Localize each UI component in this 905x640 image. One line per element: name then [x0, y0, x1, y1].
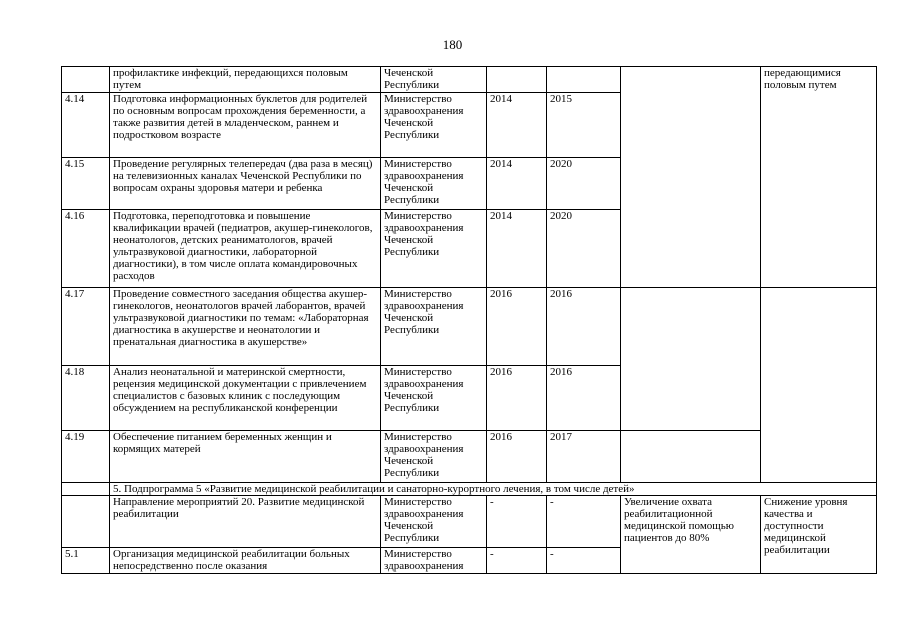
executor: Министерство здравоохранения Чеченской Республики: [381, 93, 487, 158]
indicator-cell: Увеличение охвата реабилитационной медицинской помощью пациентов до 80%: [621, 496, 761, 574]
start-year: 2016: [487, 366, 547, 431]
result-cell: передающимися половым путем: [761, 67, 877, 288]
executor: Министерство здравоохранения Чеченской Республики: [381, 158, 487, 210]
end-year: -: [547, 496, 621, 548]
row-number: 4.15: [62, 158, 110, 210]
end-year: 2017: [547, 431, 621, 483]
direction-name: Направление мероприятий 20. Развитие медицинской реабилитации: [110, 496, 381, 548]
section-row: [62, 483, 877, 496]
table-row: [62, 288, 877, 366]
start-year: [487, 67, 547, 93]
indicator-cell: [621, 288, 761, 431]
start-year: -: [487, 496, 547, 548]
row-number: 4.18: [62, 366, 110, 431]
end-year: -: [547, 548, 621, 574]
row-number: [62, 67, 110, 93]
result-cell: Снижение уровня качества и доступности медицинской реабилитации: [761, 496, 877, 574]
row-number: 5.1: [62, 548, 110, 574]
executor: Министерство здравоохранения Чеченской Республики: [381, 288, 487, 366]
start-year: 2016: [487, 288, 547, 366]
row-number: 4.17: [62, 288, 110, 366]
executor: Министерство здравоохранения Чеченской Республики: [381, 431, 487, 483]
end-year: 2016: [547, 288, 621, 366]
page-number: 180: [442, 37, 463, 52]
table-row: [62, 67, 877, 93]
start-year: 2014: [487, 93, 547, 158]
row-number: [62, 496, 110, 548]
activity-name: Проведение совместного заседания общества акушер-гинекологов, неонатологов врачей лаборантов, врачей ультразвуковой диагностики по темам: «Лабораторная диагностика в акушерстве и неонатологии и пренатальная диагностика в акушерстве»: [110, 288, 381, 366]
row-number: [62, 483, 110, 496]
start-year: 2014: [487, 158, 547, 210]
end-year: 2020: [547, 210, 621, 288]
end-year: [547, 67, 621, 93]
result-cell: [761, 288, 877, 483]
activity-name: Анализ неонатальной и материнской смертности, рецензия медицинской документации с привлечением специалистов с базовых клиник с последующим обсуждением на республиканской конференции: [110, 366, 381, 431]
row-number: 4.19: [62, 431, 110, 483]
indicator-cell: [621, 67, 761, 288]
row-number: 4.14: [62, 93, 110, 158]
start-year: -: [487, 548, 547, 574]
end-year: 2020: [547, 158, 621, 210]
activity-name: Организация медицинской реабилитации больных непосредственно после оказания: [110, 548, 381, 574]
section-title: 5. Подпрограмма 5 «Развитие медицинской реабилитации и санаторно-курортного лечения, в том числе детей»: [110, 483, 877, 496]
activity-name: Подготовка, переподготовка и повышение квалификации врачей (педиатров, акушер-гинекологов, неонатологов, детских реаниматологов, врачей ультразвуковой диагностики, лабораторной диагностики), в том числе оплата командировочных расходов: [110, 210, 381, 288]
executor: Чеченской Республики: [381, 67, 487, 93]
table-row: [62, 496, 877, 548]
row-number: 4.16: [62, 210, 110, 288]
start-year: 2016: [487, 431, 547, 483]
end-year: 2016: [547, 366, 621, 431]
activity-name: профилактике инфекций, передающихся половым путем: [110, 67, 381, 93]
activity-name: Обеспечение питанием беременных женщин и кормящих матерей: [110, 431, 381, 483]
executor: Министерство здравоохранения Чеченской Республики: [381, 210, 487, 288]
activity-name: Подготовка информационных буклетов для родителей по основным вопросам прохождения беременности, а также развития детей в младенческом, раннем и подростковом возрасте: [110, 93, 381, 158]
executor: Министерство здравоохранения Чеченской Республики: [381, 496, 487, 548]
end-year: 2015: [547, 93, 621, 158]
executor: Министерство здравоохранения Чеченской Республики: [381, 366, 487, 431]
executor: Министерство здравоохранения: [381, 548, 487, 574]
start-year: 2014: [487, 210, 547, 288]
indicator-cell: [621, 431, 761, 483]
activity-name: Проведение регулярных телепередач (два раза в месяц) на телевизионных каналах Чеченской Республики по вопросам охраны здоровья матери и ребенка: [110, 158, 381, 210]
program-table: [61, 66, 877, 574]
table-row: [62, 431, 877, 483]
